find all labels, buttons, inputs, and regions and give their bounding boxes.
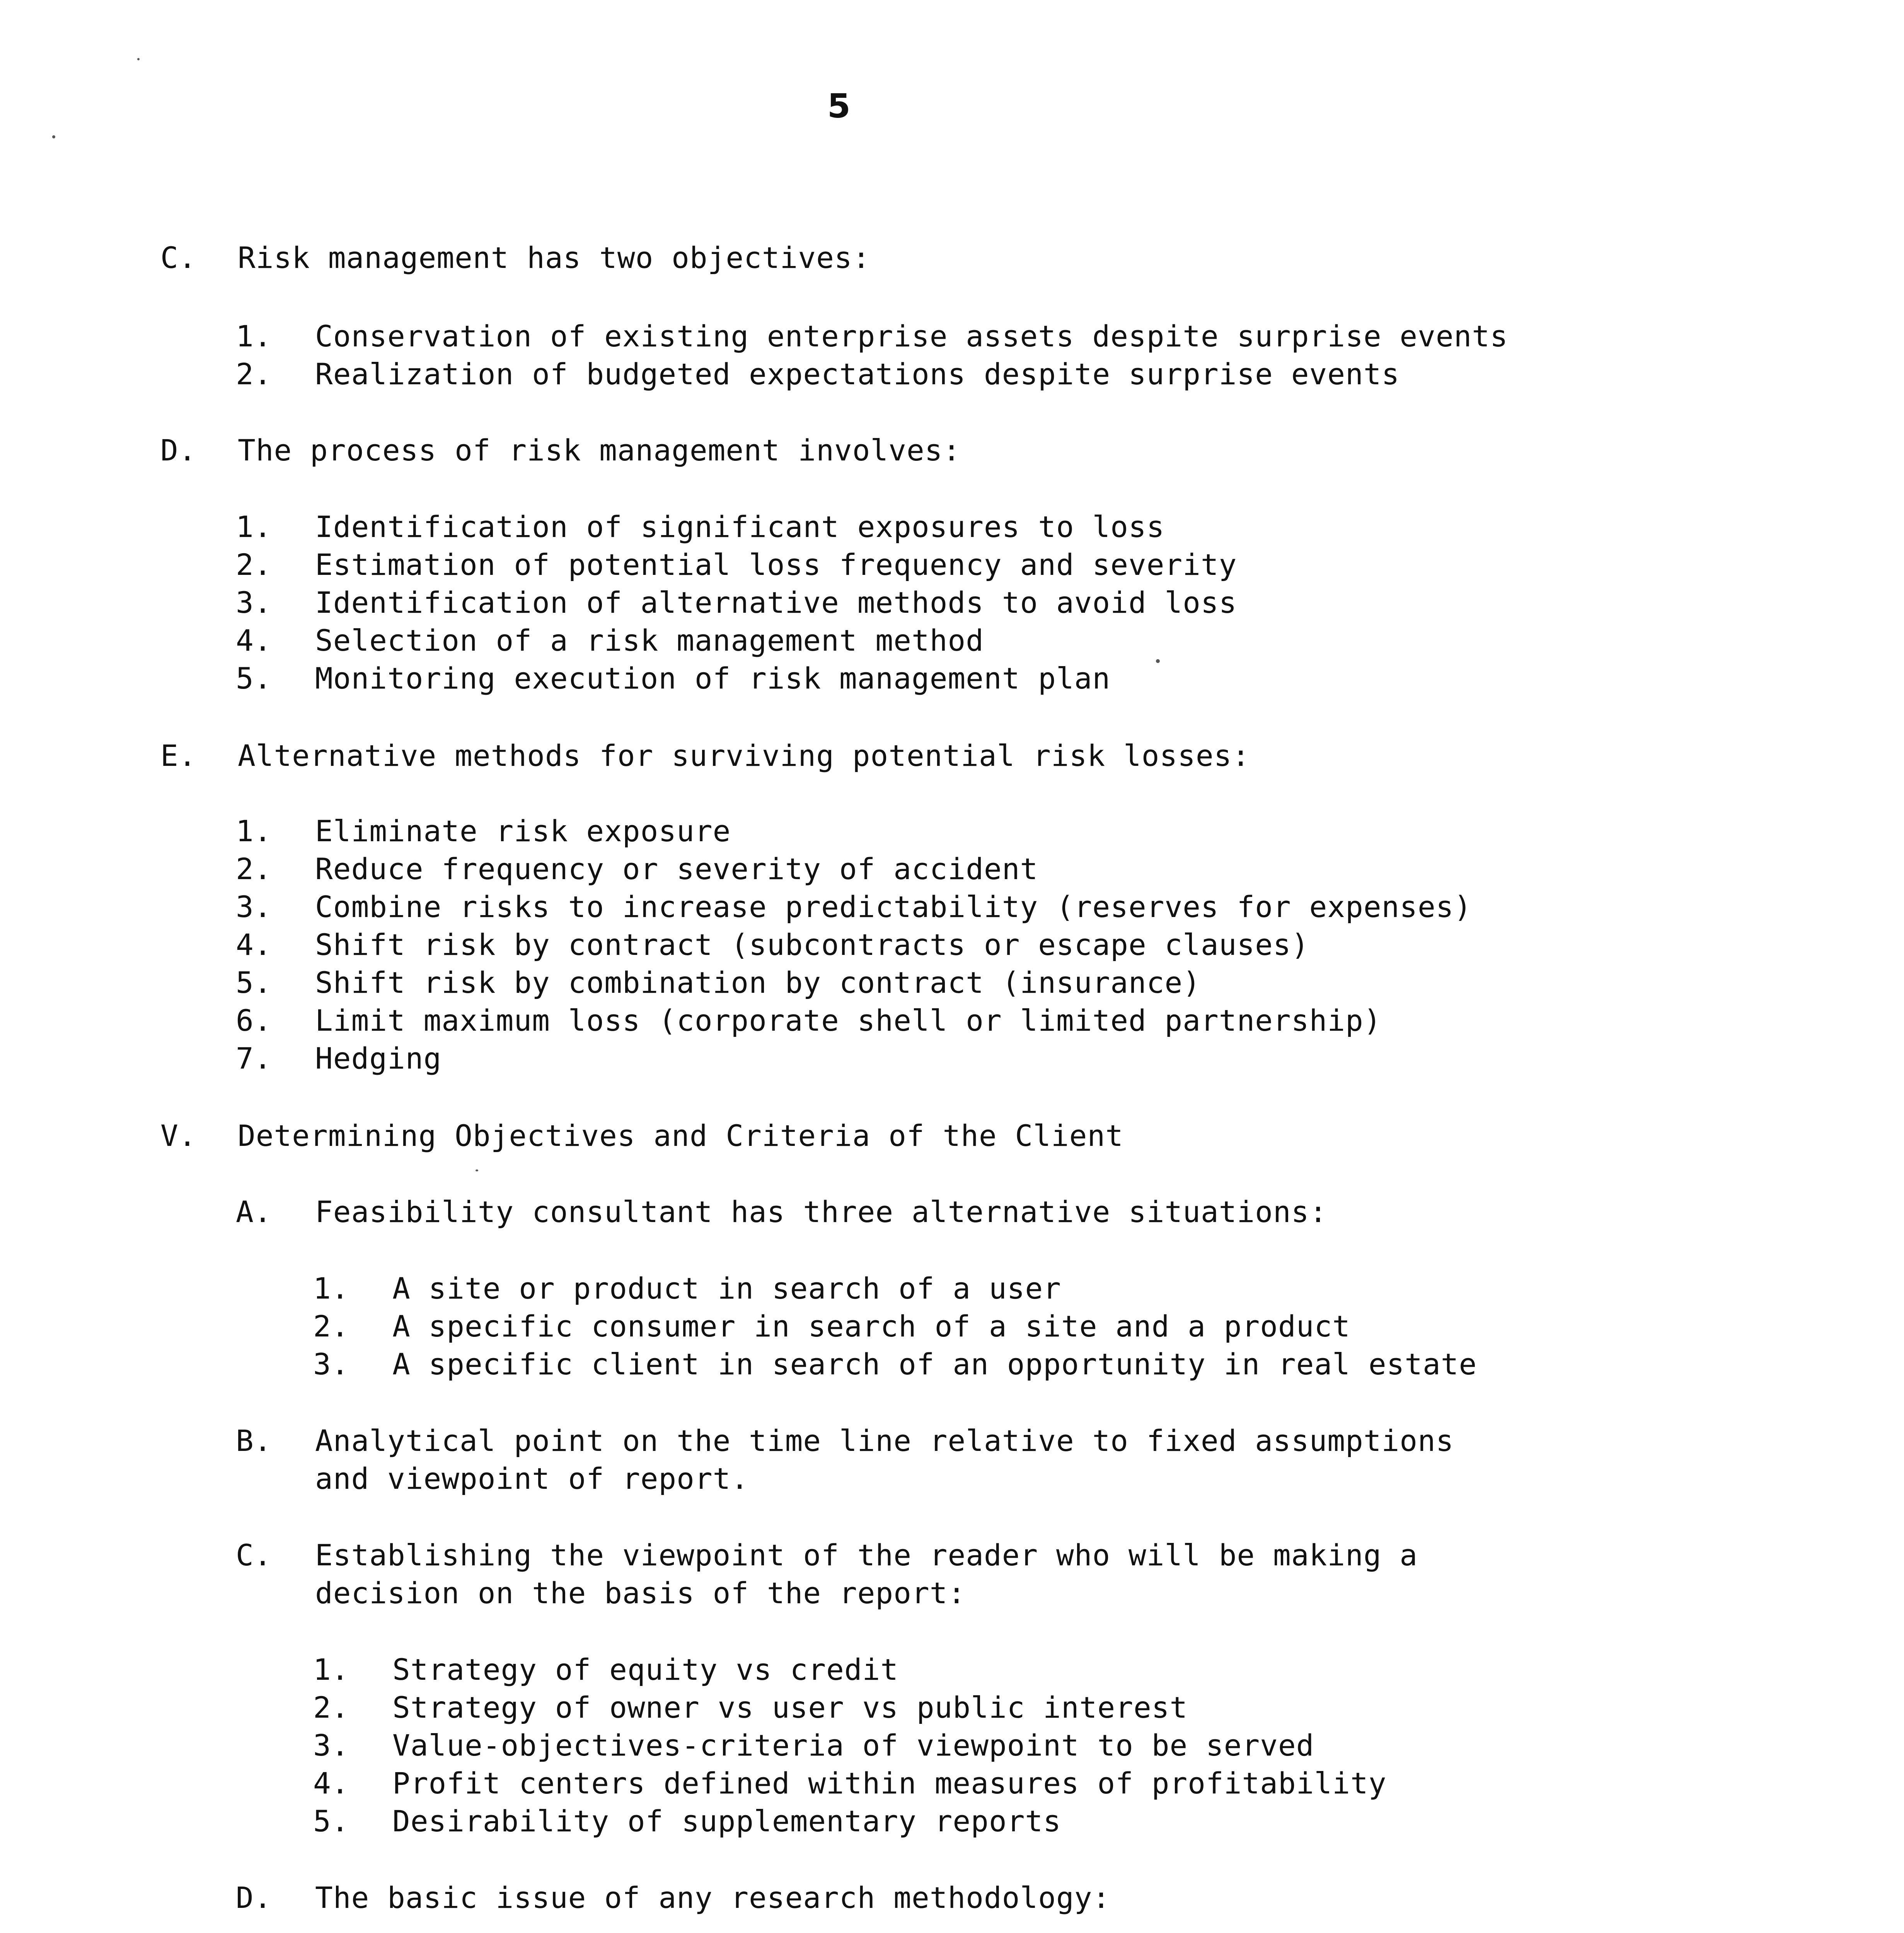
subsection-title: Establishing the viewpoint of the reader who will be making a <box>315 1538 1418 1572</box>
item-text: Combine risks to increase predictability (reserves for expenses) <box>315 890 1472 924</box>
item-number: 2. <box>236 357 272 391</box>
item-number: 4. <box>236 927 272 962</box>
item-number: 4. <box>236 623 272 658</box>
item-text: Monitoring execution of risk management plan <box>315 661 1111 695</box>
scan-speck <box>52 135 55 138</box>
item-text: Estimation of potential loss frequency and severity <box>315 547 1237 582</box>
item-number: 5. <box>313 1804 349 1838</box>
item-number: 3. <box>313 1347 349 1381</box>
item-number: 3. <box>236 585 272 620</box>
item-text: Eliminate risk exposure <box>315 814 731 848</box>
item-number: 3. <box>236 890 272 924</box>
subsection-label: B. <box>236 1423 272 1458</box>
item-text: A specific client in search of an opportunity in real estate <box>392 1347 1477 1381</box>
item-number: 2. <box>313 1690 349 1725</box>
item-number: 5. <box>236 661 272 695</box>
subsection-label: C. <box>236 1538 272 1572</box>
section-label: D. <box>160 433 197 467</box>
item-number: 4. <box>313 1766 349 1800</box>
item-number: 6. <box>236 1003 272 1038</box>
item-text: Profit centers defined within measures of profitability <box>392 1766 1387 1800</box>
section-title: The process of risk management involves: <box>238 433 961 467</box>
section-title: Alternative methods for surviving potential risk losses: <box>238 738 1250 773</box>
subsection-title: The basic issue of any research methodology: <box>315 1880 1111 1915</box>
section-title: Risk management has two objectives: <box>238 240 871 275</box>
item-text: Strategy of owner vs user vs public interest <box>392 1690 1188 1725</box>
part-label: V. <box>160 1118 197 1153</box>
item-number: 5. <box>236 965 272 1000</box>
subsection-label: D. <box>236 1880 272 1915</box>
item-text: Desirability of supplementary reports <box>392 1804 1061 1838</box>
item-number: 1. <box>236 510 272 544</box>
item-text: Hedging <box>315 1041 442 1076</box>
item-number: 2. <box>236 547 272 582</box>
item-text: Selection of a risk management method <box>315 623 984 658</box>
item-text: Value-objectives-criteria of viewpoint to be served <box>392 1728 1314 1763</box>
item-number: 3. <box>313 1728 349 1763</box>
item-text: Realization of budgeted expectations despite surprise events <box>315 357 1400 391</box>
scan-speck <box>476 1169 478 1171</box>
item-number: 1. <box>313 1652 349 1687</box>
item-text: Shift risk by contract (subcontracts or escape clauses) <box>315 927 1309 962</box>
part-title: Determining Objectives and Criteria of the Client <box>238 1118 1124 1153</box>
item-text: Conservation of existing enterprise assets despite surprise events <box>315 319 1508 353</box>
subsection-title: and viewpoint of report. <box>315 1461 749 1496</box>
item-text: Shift risk by combination by contract (insurance) <box>315 965 1201 1000</box>
item-number: 1. <box>236 814 272 848</box>
item-number: 2. <box>313 1309 349 1343</box>
item-text: A site or product in search of a user <box>392 1271 1061 1306</box>
item-text: Limit maximum loss (corporate shell or limited partnership) <box>315 1003 1382 1038</box>
scan-speck <box>1156 659 1160 663</box>
subsection-title: decision on the basis of the report: <box>315 1576 966 1610</box>
item-number: 7. <box>236 1041 272 1076</box>
item-number: 1. <box>236 319 272 353</box>
section-label: E. <box>160 738 197 773</box>
item-text: Identification of significant exposures to loss <box>315 510 1165 544</box>
subsection-title: Analytical point on the time line relative to fixed assumptions <box>315 1423 1454 1458</box>
subsection-label: A. <box>236 1195 272 1229</box>
section-label: C. <box>160 240 197 275</box>
item-text: Identification of alternative methods to avoid loss <box>315 585 1237 620</box>
item-number: 1. <box>313 1271 349 1306</box>
item-text: Reduce frequency or severity of accident <box>315 852 1038 886</box>
page-number: 5 <box>827 87 851 126</box>
subsection-title: Feasibility consultant has three alternative situations: <box>315 1195 1328 1229</box>
item-text: Strategy of equity vs credit <box>392 1652 899 1687</box>
item-number: 2. <box>236 852 272 886</box>
scan-speck <box>137 58 140 60</box>
item-text: A specific consumer in search of a site and a product <box>392 1309 1351 1343</box>
